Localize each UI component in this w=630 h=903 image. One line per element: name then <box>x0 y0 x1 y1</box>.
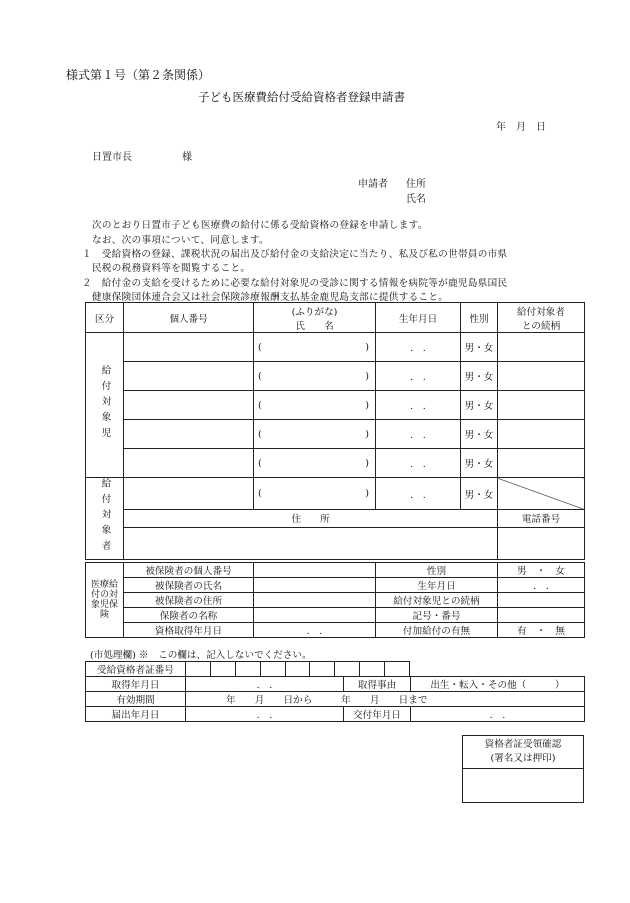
consent-item1-b: 民税の税務資料等を閲覧すること。 <box>92 263 251 274</box>
insurance-table <box>85 562 585 638</box>
receipt-signature-area[interactable] <box>463 769 584 803</box>
phone-header: 電話番号 <box>498 510 585 528</box>
acq-reason-label: 取得事由 <box>344 677 411 692</box>
my-number-cells[interactable] <box>124 362 254 391</box>
consent-item2-a: ２ 給付金の支給を受けるために必要な給付対象児の受診に関する情報を病院等が鹿児島県国民 <box>82 278 508 289</box>
insured-sex-label: 性別 <box>376 563 498 578</box>
applicant-name-label: 氏名 <box>406 194 426 205</box>
acq-date-value[interactable]: . . <box>186 677 344 692</box>
name-cell[interactable]: ( ) <box>254 362 376 391</box>
sex-cell[interactable]: 男・女 <box>461 362 498 391</box>
sex-cell[interactable]: 男・女 <box>461 333 498 362</box>
insurance-side-label: 医療給付の対象児保険 <box>86 563 124 638</box>
page-title: 子ども医療費給付受給資格者登録申請書 <box>198 90 405 104</box>
col-header-name: (ふりがな) 氏 名 <box>254 303 376 333</box>
sex-cell[interactable]: 男・女 <box>461 420 498 449</box>
cert-digit[interactable] <box>235 662 260 677</box>
extra-benefit-label: 付加給付の有無 <box>376 623 498 638</box>
submit-date-label: 届出年月日 <box>86 707 186 722</box>
my-number-cells[interactable] <box>124 478 254 510</box>
my-number-cells[interactable] <box>124 391 254 420</box>
birth-cell[interactable]: . . <box>376 333 461 362</box>
body-line1: 次のとおり日置市子ども医療費の給付に係る受給資格の登録を申請します。 <box>92 220 428 231</box>
date-field[interactable]: 年 月 日 <box>496 122 546 133</box>
body-line2: なお、次の事項について、同意します。 <box>92 235 269 246</box>
address-cell[interactable] <box>124 527 498 559</box>
cert-digit[interactable] <box>186 662 211 677</box>
applicant-address-label: 住所 <box>406 179 426 190</box>
relation-cell-disabled <box>498 478 585 510</box>
consent-item2-b: 健康保険団体連合会又は社会保険診療報酬支払基金鹿児島支部に提供すること。 <box>92 292 449 303</box>
acq-reason-value[interactable]: 出生・転入・その他（ ） <box>411 677 585 692</box>
birth-cell[interactable]: . . <box>376 449 461 478</box>
relation-cell[interactable] <box>498 391 585 420</box>
col-header-relation: 給付対象者 との続柄 <box>498 303 585 333</box>
cert-digit[interactable] <box>260 662 285 677</box>
name-cell[interactable]: ( ) <box>254 420 376 449</box>
col-header-kojin: 個人番号 <box>124 303 254 333</box>
my-number-cells[interactable] <box>124 449 254 478</box>
birth-cell[interactable]: . . <box>376 420 461 449</box>
insurer-name-input[interactable] <box>254 608 376 623</box>
extra-benefit-value[interactable]: 有 ・ 無 <box>498 623 585 638</box>
insured-birth-value[interactable]: . . <box>498 578 585 593</box>
name-cell[interactable]: ( ) <box>254 478 376 510</box>
cert-digit[interactable] <box>360 662 385 677</box>
symbol-number-label: 記号・番号 <box>376 608 498 623</box>
relation-cell[interactable] <box>498 449 585 478</box>
sex-cell[interactable]: 男・女 <box>461 391 498 420</box>
acq-date-label: 取得年月日 <box>86 677 186 692</box>
my-number-cells[interactable] <box>124 333 254 362</box>
acquired-date-label: 資格取得年月日 <box>124 623 254 638</box>
cert-digit[interactable] <box>210 662 235 677</box>
submit-date-value[interactable]: . . <box>186 707 344 722</box>
group-label-guardian: 給付対象者 <box>86 478 124 560</box>
relation-cell[interactable] <box>498 420 585 449</box>
phone-cell[interactable] <box>498 527 585 559</box>
col-header-kubun: 区分 <box>86 303 124 333</box>
birth-cell[interactable]: . . <box>376 478 461 510</box>
valid-period-label: 有効期間 <box>86 692 186 707</box>
name-cell[interactable]: ( ) <box>254 333 376 362</box>
relation-cell[interactable] <box>498 333 585 362</box>
applicant-children-table <box>85 302 585 560</box>
cert-digit[interactable] <box>285 662 310 677</box>
issue-date-value[interactable]: . . <box>411 707 585 722</box>
receipt-header: 資格者証受領確認 (署名又は押印) <box>463 736 584 769</box>
address-header: 住 所 <box>124 510 498 528</box>
birth-cell[interactable]: . . <box>376 391 461 420</box>
insured-sex-value[interactable]: 男 ・ 女 <box>498 563 585 578</box>
birth-cell[interactable]: . . <box>376 362 461 391</box>
valid-period-value[interactable]: 年 月 日から 年 月 日まで <box>186 692 585 707</box>
insured-name-input[interactable] <box>254 578 376 593</box>
cert-digit[interactable] <box>385 662 410 677</box>
consent-item1-a: １ 受給資格の登録、課税状況の届出及び給付金の支給決定に当たり、私及び私の世帯員の市県 <box>82 249 508 260</box>
addressee: 日置市長 様 <box>92 152 192 163</box>
insured-name-label: 被保険者の氏名 <box>124 578 254 593</box>
office-cert-table <box>85 661 410 677</box>
cert-digit[interactable] <box>310 662 335 677</box>
insured-my-number-cells[interactable] <box>254 563 376 578</box>
relation-cell[interactable] <box>498 362 585 391</box>
col-header-birth: 生年月日 <box>376 303 461 333</box>
insured-address-input[interactable] <box>254 593 376 608</box>
symbol-number-input[interactable] <box>498 608 585 623</box>
office-use-table <box>85 676 585 722</box>
relation-label: 給付対象児との続柄 <box>376 593 498 608</box>
sex-cell[interactable]: 男・女 <box>461 478 498 510</box>
office-use-note: (市処理欄) ※ この欄は、記入しないでください。 <box>90 650 312 661</box>
insured-birth-label: 生年月日 <box>376 578 498 593</box>
insured-address-label: 被保険者の住所 <box>124 593 254 608</box>
insurer-name-label: 保険者の名称 <box>124 608 254 623</box>
issue-date-label: 交付年月日 <box>344 707 411 722</box>
acquired-date-value[interactable]: . . <box>254 623 376 638</box>
form-number: 様式第１号（第２条関係） <box>66 68 211 82</box>
my-number-cells[interactable] <box>124 420 254 449</box>
cert-number-label: 受給資格者証番号 <box>86 662 186 677</box>
group-label-children: 給付対象児 <box>86 333 124 478</box>
sex-cell[interactable]: 男・女 <box>461 449 498 478</box>
relation-input[interactable] <box>498 593 585 608</box>
insured-my-number-label: 被保険者の個人番号 <box>124 563 254 578</box>
applicant-label: 申請者 <box>358 179 388 190</box>
name-cell[interactable]: ( ) <box>254 391 376 420</box>
name-cell[interactable]: ( ) <box>254 449 376 478</box>
cert-digit[interactable] <box>335 662 360 677</box>
receipt-confirmation-box <box>462 735 584 803</box>
col-header-sex: 性別 <box>461 303 498 333</box>
